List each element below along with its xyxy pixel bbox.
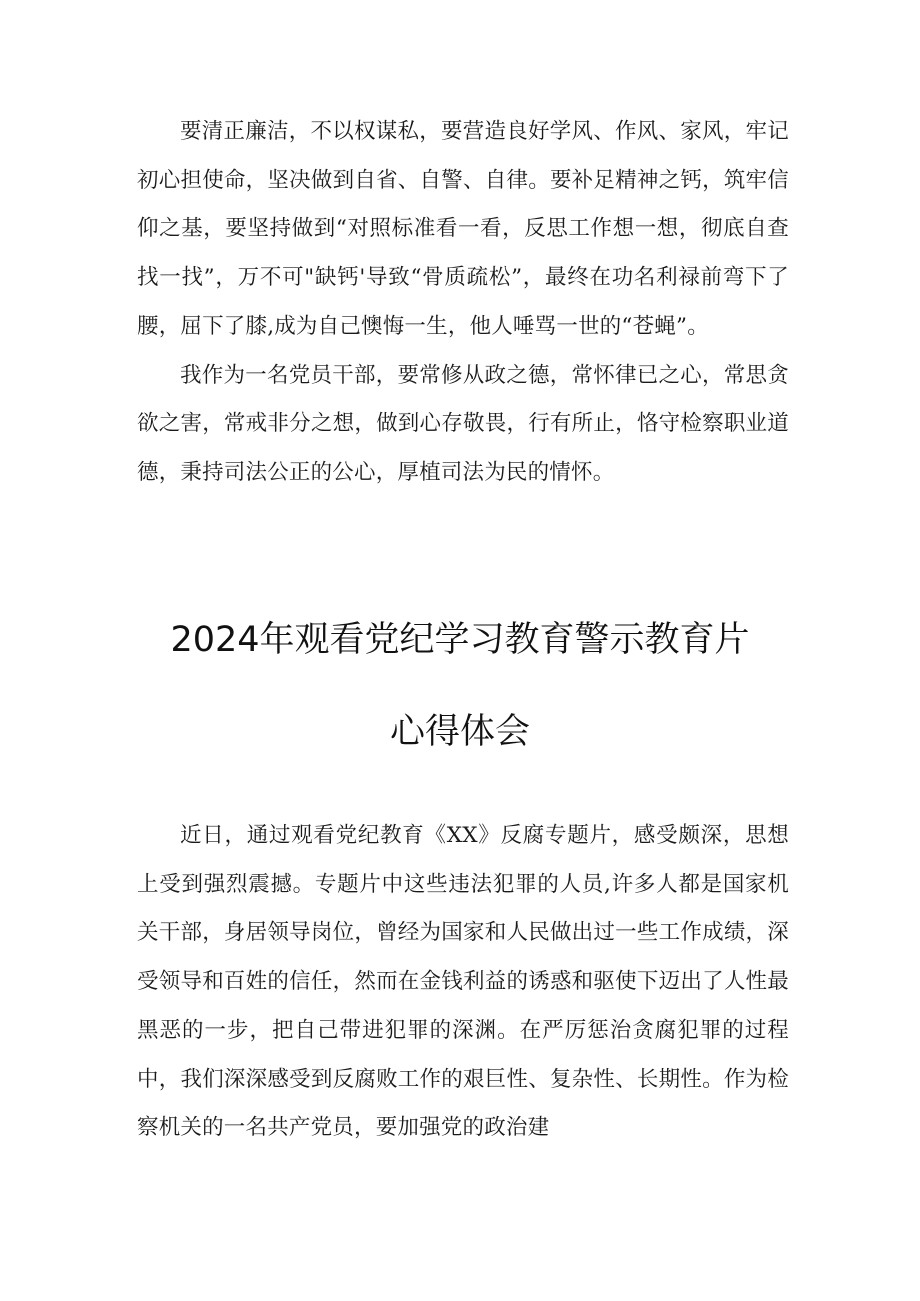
- document-title: 2024年观看党纪学习教育警示教育片: [170, 620, 750, 660]
- body-text-block: [137, 812, 789, 1153]
- paragraph-integrity: 要清正廉洁，不以权谋私，要营造良好学风、作风、家风，牢记初心担使命，坚决做到自省、自警、自律。要补足精神之钙，筑牢信仰之基，要坚持做到“对照标准看一看，反思工作想一想，彻底自查找一找”，万不可"缺钙'导致“骨质疏松”，最终在功名利禄前弯下了腰，屈下了膝,成为自己懊悔一生，他人唾骂一世的“苍蝇”。: [137, 119, 789, 339]
- paragraph-party-member: 我作为一名党员干部，要常修从政之德，常怀律已之心，常思贪欲之害，常戒非分之想，做到心存敬畏，行有所止，恪守检察职业道德，秉持司法公正的公心，厚植司法为民的情怀。: [137, 362, 789, 485]
- paragraph-recent-viewing: 近日，通过观看党纪教育《XX》反腐专题片，感受颇深，思想上受到强烈震撼。专题片中这些违法犯罪的人员,许多人都是国家机关干部，身居领导岗位，曾经为国家和人民做出过一些工作成绩，深受领导和百姓的信任，然而在金钱利益的诱惑和驱使下迈出了人性最黑恶的一步，把自己带进犯罪的深渊。在严厉惩治贪腐犯罪的过程中，我们深深感受到反腐败工作的艰巨性、复杂性、长期性。作为检察机关的一名共产党员，要加强党的政治建: [137, 823, 789, 1141]
- document-subtitle: 心得体会: [389, 712, 530, 752]
- top-text-block: [137, 108, 789, 498]
